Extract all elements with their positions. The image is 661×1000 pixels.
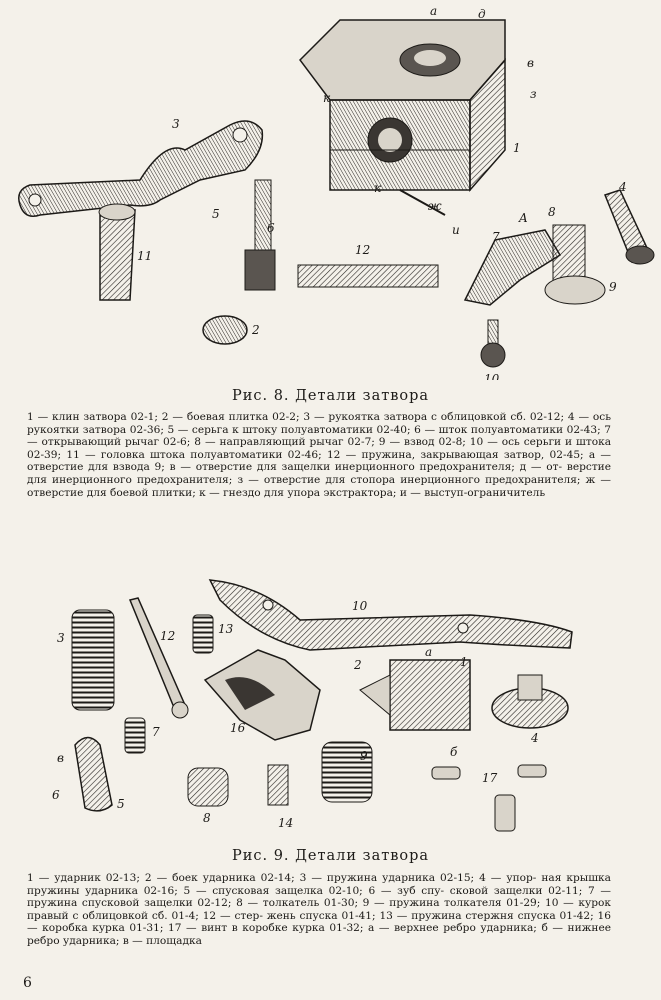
semi-auto-rod-part — [245, 180, 275, 290]
levers-assembly-part — [465, 225, 605, 305]
breech-handle-part — [19, 121, 263, 216]
firing-plate-part — [203, 316, 247, 344]
fig9-label-10: 10 — [352, 599, 368, 613]
legend-line: рычаг 02-7; 9 — взвод 02-8; 10 — ось серьги и штока 02-39; 11 — головка штока — [27, 436, 612, 461]
fig8-label-k1: к — [323, 91, 331, 105]
fig8-label-zh: ж — [428, 199, 442, 213]
fig9-label-12: 12 — [160, 629, 176, 643]
fig8-label-a: а — [430, 4, 438, 18]
fig9-label-16: 16 — [230, 721, 246, 735]
legend-line: экстрактора; и — выступ-ограничитель — [323, 486, 546, 499]
figure-9-legend — [27, 872, 611, 948]
rod-head-part — [99, 204, 135, 300]
fig8-label-3: 3 — [172, 117, 180, 131]
fig9-label-8: 8 — [203, 811, 211, 825]
fig8-label-1: 1 — [513, 141, 521, 155]
legend-line: ная крышка пружины ударника 02-16; 5 — спусковая защелка 02-10; 6 — зуб спу- — [27, 872, 611, 897]
closing-spring-part — [298, 265, 438, 287]
fig8-label-2: 2 — [252, 323, 260, 337]
trigger-latch-part — [75, 738, 112, 811]
fig8-label-4: 4 — [619, 180, 627, 194]
pusher-part — [188, 768, 228, 806]
fig8-label-10: 10 — [484, 372, 500, 380]
striker-spring-part — [72, 610, 114, 710]
fig8-label-6: 6 — [267, 221, 275, 235]
fig9-label-v: в — [57, 751, 64, 765]
legend-line: 9 — пружина толкателя 01-29; 10 — курок правый с облицовкой сб. 01-4; 12 — стер- — [27, 897, 611, 922]
trigger-lever-part — [210, 580, 572, 650]
fig8-label-8: 8 — [548, 205, 556, 219]
legend-line: жень спуска 01-41; 13 — пружина стержня спуска 01-42; 16 — коробка курка 01-31; — [27, 909, 611, 935]
hammer-box-part — [205, 650, 320, 740]
handle-axis-part — [605, 190, 654, 264]
fig9-label-4: 4 — [531, 731, 539, 745]
fig8-label-A: A — [519, 211, 528, 225]
fig8-label-z: з — [530, 87, 537, 101]
fig9-label-17: 17 — [482, 771, 498, 785]
fig9-label-2: 2 — [354, 658, 362, 672]
fig8-label-9: 9 — [609, 280, 617, 294]
fig8-label-k2: к — [374, 181, 382, 195]
fig8-label-5: 5 — [212, 207, 220, 221]
fig8-label-d: д — [478, 7, 486, 21]
fig9-label-13: 13 — [218, 622, 234, 636]
spring-cap-part — [492, 675, 568, 728]
legend-line: 1 — ударник 02-13; 2 — боек ударника 02-14; 3 — пружина ударника 02-15; 4 — упор- — [27, 872, 542, 884]
legend-line: 6 — шток полуавтоматики 02-43; 7 — открывающий рычаг 02-6; 8 — направляющий — [27, 423, 612, 449]
figure-9-illustration — [0, 570, 661, 855]
figure-8-caption: Рис. 8. Детали затвора — [231, 388, 430, 404]
fig9-label-1: 1 — [460, 655, 468, 669]
striker-part — [360, 660, 470, 730]
legend-line: 1 — клин затвора 02-1; 2 — боевая плитка 02-2; 3 — рукоятка затвора с облицовкой — [27, 411, 511, 423]
fig9-label-3: 3 — [57, 631, 65, 645]
fig8-label-12: 12 — [355, 243, 371, 257]
trigger-rod-part — [130, 598, 188, 718]
legend-line: 17 — винт в коробке курка 01-32; а — верхнее ребро ударника; б — нижнее ребро — [27, 922, 612, 947]
legend-line: полуавтоматики 02-46; 12 — пружина, закрывающая затвор, 02-45; а — отверстие — [27, 448, 611, 474]
breech-wedge-part — [300, 20, 505, 215]
page-number: 6 — [23, 975, 32, 991]
earring-axis-part — [481, 320, 505, 367]
fig9-label-7: 7 — [152, 725, 160, 739]
figure-8-illustration — [0, 0, 661, 380]
legend-line: верстие для инерционного предохранителя; з — отверстие для стопора инерционного — [27, 461, 612, 486]
fig8-label-v: в — [527, 56, 534, 70]
legend-line: для взвода 9; в — отверстие для защелки инерционного предохранителя; д — от- — [88, 461, 567, 474]
legend-line: предохранителя; ж — отверстие для боевой плитки; к — гнездо для упора — [27, 473, 611, 499]
screw-14-part — [268, 765, 288, 805]
figure-8-legend — [27, 411, 611, 499]
fig8-label-11: 11 — [137, 249, 153, 263]
fig9-label-6: 6 — [52, 788, 60, 802]
legend-line: сб. 02-12; 4 — ось рукоятки затвора 02-36; 5 — серьга к штоку полуавтоматики 02-40; — [27, 411, 611, 436]
fig9-label-14: 14 — [278, 816, 294, 830]
legend-line: ударника; в — площадка — [62, 934, 202, 947]
figure-9-caption: Рис. 9. Детали затвора — [231, 848, 430, 864]
fig9-label-b: б — [450, 745, 458, 759]
fig9-label-a: а — [425, 645, 433, 659]
trigger-latch-spring-part — [125, 718, 145, 753]
trigger-rod-spring-part — [193, 615, 213, 653]
fig8-label-7: 7 — [492, 230, 500, 244]
legend-line: сковой защелки 02-11; 7 — пружина спусковой защелки 02-12; 8 — толкатель 01-30; — [27, 884, 612, 910]
fig9-label-5: 5 — [117, 797, 125, 811]
fig8-label-i: и — [452, 223, 460, 237]
figure-8-drawing — [0, 0, 661, 380]
figure-9-drawing — [0, 570, 661, 855]
fig9-label-9: 9 — [360, 749, 368, 763]
